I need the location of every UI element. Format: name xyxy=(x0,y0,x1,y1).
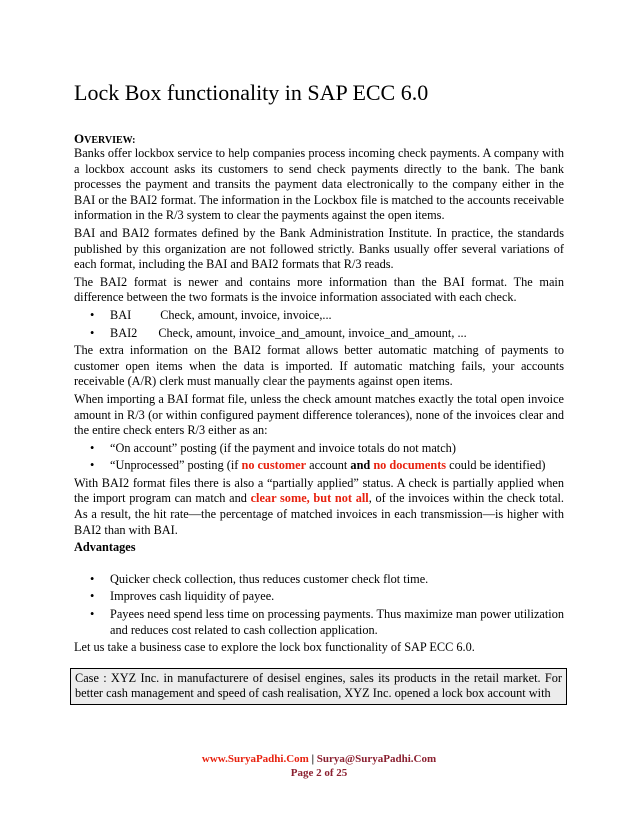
highlight-clear-some: clear some, but not all xyxy=(250,491,369,506)
emphasis-and: and xyxy=(350,458,371,473)
overview-paragraph-2: BAI and BAI2 formates defined by the Bank Administration Institute. In practice, the standards published by this organization are not followed strictly. Banks usually offer several variations of each format, including the BAI and BAI2 formats that R/3 reads. xyxy=(74,225,564,272)
case-intro: Let us take a business case to explore the lock box functionality of SAP ECC 6.0. xyxy=(74,640,475,655)
bullet-icon: • xyxy=(90,440,95,455)
footer-site-link[interactable]: www.SuryaPadhi.Com xyxy=(201,753,309,765)
highlight-no-documents: no documents xyxy=(373,458,447,473)
advantages-list xyxy=(74,572,564,638)
footer-email-link[interactable]: Surya@SuryaPadhi.Com xyxy=(316,753,437,765)
advantage-item xyxy=(90,571,564,588)
posting-text: could be identified) xyxy=(446,458,546,473)
overview-paragraph-3: The BAI2 format is newer and contains more information than the BAI format. The main difference between the two formats is the invoice information associated with each check. xyxy=(74,274,564,305)
page-footer xyxy=(0,752,638,780)
bullet-icon: • xyxy=(90,458,95,473)
bullet-icon: • xyxy=(90,307,95,322)
bullet-icon: • xyxy=(90,571,95,586)
footer-separator: | xyxy=(308,753,317,765)
overview-paragraph-1: Banks offer lockbox service to help companies process incoming check payments. A company with a lockbox account asks its customers to send check payments directly to the bank. The bank processes the payment and transits the payment data electronically to the company either in the BAI or the BAI2 format. The information in the Lockbox file is matched to the accounts receivable information in the R/3 system to clear the payments against the open items. xyxy=(74,146,564,223)
posting-text: “Unprocessed” posting (if xyxy=(110,458,242,473)
document-title: Lock Box functionality in SAP ECC 6.0 xyxy=(74,80,429,105)
paragraph-text: , of the invoices within the check total. As a result, the hit rate—the percentage of matched invoices in each transmission—is higher with BAI2 than with BAI. xyxy=(74,491,565,537)
posting-item-unprocessed xyxy=(90,458,564,474)
posting-list xyxy=(74,441,564,474)
advantage-text: Payees need spend less time on processing payments. Thus maximize man power utilization and reduces cost related to cash collection application. xyxy=(110,607,564,637)
overview-paragraph-4: The extra information on the BAI2 format allows better automatic matching of payments to customer open items when the data is imported. If automatic matching fails, your accounts receivable (A/R) clerk must manually clear the payments against open items. xyxy=(74,343,564,389)
overview-heading-initial: O xyxy=(74,131,85,146)
paragraph-text: With BAI2 format files there is also a “partially applied” status. A check is partially applied when the import program can match and xyxy=(74,475,564,506)
format-item-bai xyxy=(90,307,564,324)
posting-item-on-account xyxy=(90,440,564,457)
footer-links xyxy=(0,752,638,766)
overview-heading-rest: VERVIEW: xyxy=(84,135,136,146)
advantage-item xyxy=(90,607,564,638)
format-list xyxy=(74,308,564,341)
posting-text: “On account” posting (if the payment and invoice totals do not match) xyxy=(110,440,456,455)
overview-paragraph-5: When importing a BAI format file, unless the check amount matches exactly the total open invoice amount in R/3 (or within configured payment difference tolerances), none of the invoices clear and the entire check enters R/3 either as an: xyxy=(74,391,564,438)
case-box: Case : XYZ Inc. in manufacturere of desisel engines, sales its products in the retail market. For better cash management and speed of cash realisation, XYZ Inc. opened a lock box account with xyxy=(70,668,567,705)
format-name: BAI xyxy=(110,307,132,322)
advantage-item xyxy=(90,589,564,605)
advantage-text: Quicker check collection, thus reduces customer check flot time. xyxy=(110,571,429,586)
format-fields: Check, amount, invoice, invoice,... xyxy=(160,307,332,322)
bullet-icon: • xyxy=(90,607,95,622)
posting-text: account xyxy=(306,458,351,473)
highlight-no-customer: no customer xyxy=(241,458,307,473)
overview-paragraph-6 xyxy=(74,476,564,538)
format-fields: Check, amount, invoice_and_amount, invoice_and_amount, ... xyxy=(158,325,467,340)
page-number: Page 2 of 25 xyxy=(290,767,348,779)
format-name: BAI2 xyxy=(110,325,138,340)
format-item-bai2 xyxy=(90,325,564,342)
bullet-icon: • xyxy=(90,325,95,340)
advantages-heading: Advantages xyxy=(74,540,136,555)
document-body xyxy=(74,146,564,705)
bullet-icon: • xyxy=(90,589,95,604)
advantage-text: Improves cash liquidity of payee. xyxy=(110,589,275,604)
